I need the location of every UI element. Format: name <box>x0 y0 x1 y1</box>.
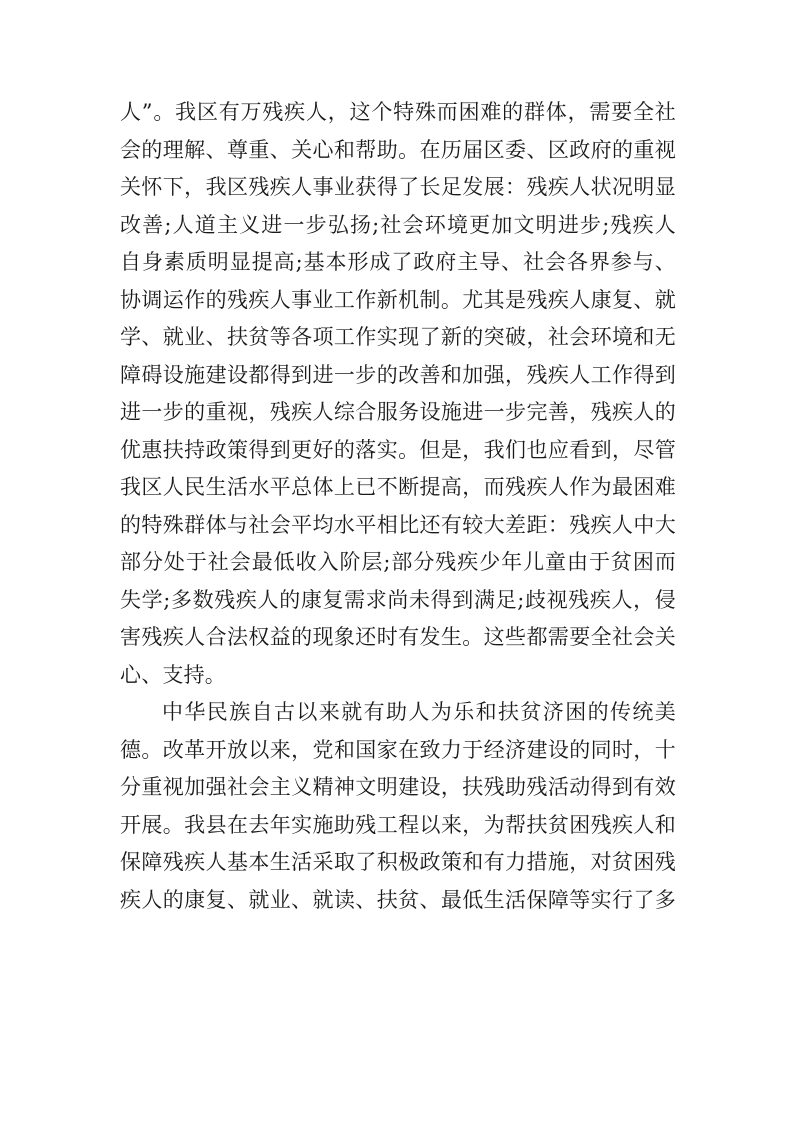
text-line: 心、支持。 <box>120 662 226 687</box>
text-line: 开展。我县在去年实施助残工程以来，为帮扶贫困残疾人和 <box>120 812 676 837</box>
text-line: 学、就业、扶贫等各项工作实现了新的突破，社会环境和无 <box>120 325 676 349</box>
text-line: 会的理解、尊重、关心和帮助。在历届区委、区政府的重视 <box>120 137 676 162</box>
text-line: 障碍设施建设都得到进一步的改善和加强，残疾人工作得到 <box>120 362 676 387</box>
text-line: 分重视加强社会主义精神文明建设，扶残助残活动得到有效 <box>120 775 676 799</box>
text-line: 疾人的康复、就业、就读、扶贫、最低生活保障等实行了多 <box>120 887 676 912</box>
text-line: 优惠扶持政策得到更好的落实。但是，我们也应看到，尽管 <box>120 437 676 462</box>
text-line: 的特殊群体与社会平均水平相比还有较大差距：残疾人中大 <box>120 512 676 537</box>
text-line: 协调运作的残疾人事业工作新机制。尤其是残疾人康复、就 <box>120 287 676 312</box>
text-line: 进一步的重视，残疾人综合服务设施进一步完善，残疾人的 <box>120 400 676 424</box>
text-line: 害残疾人合法权益的现象还时有发生。这些都需要全社会关 <box>120 625 676 649</box>
text-line: 部分处于社会最低收入阶层;部分残疾少年儿童由于贫困而 <box>120 550 676 574</box>
text-line: 自身素质明显提高;基本形成了政府主导、社会各界参与、 <box>120 250 676 274</box>
text-line: 人”。我区有万残疾人，这个特殊而困难的群体，需要全社 <box>120 100 676 124</box>
text-line: 我区人民生活水平总体上已不断提高，而残疾人作为最困难 <box>120 475 676 499</box>
paragraph-first-line: 中华民族自古以来就有助人为乐和扶贫济困的传统美 <box>162 700 676 724</box>
text-line: 保障残疾人基本生活采取了积极政策和有力措施，对贫困残 <box>120 850 676 874</box>
text-line: 关怀下，我区残疾人事业获得了长足发展：残疾人状况明显 <box>120 175 676 199</box>
text-line: 失学;多数残疾人的康复需求尚未得到满足;歧视残疾人，侵 <box>120 587 676 612</box>
text-line: 德。改革开放以来，党和国家在致力于经济建设的同时，十 <box>120 737 676 762</box>
body-text <box>120 94 676 919</box>
text-line: 改善;人道主义进一步弘扬;社会环境更加文明进步;残疾人 <box>120 212 676 237</box>
